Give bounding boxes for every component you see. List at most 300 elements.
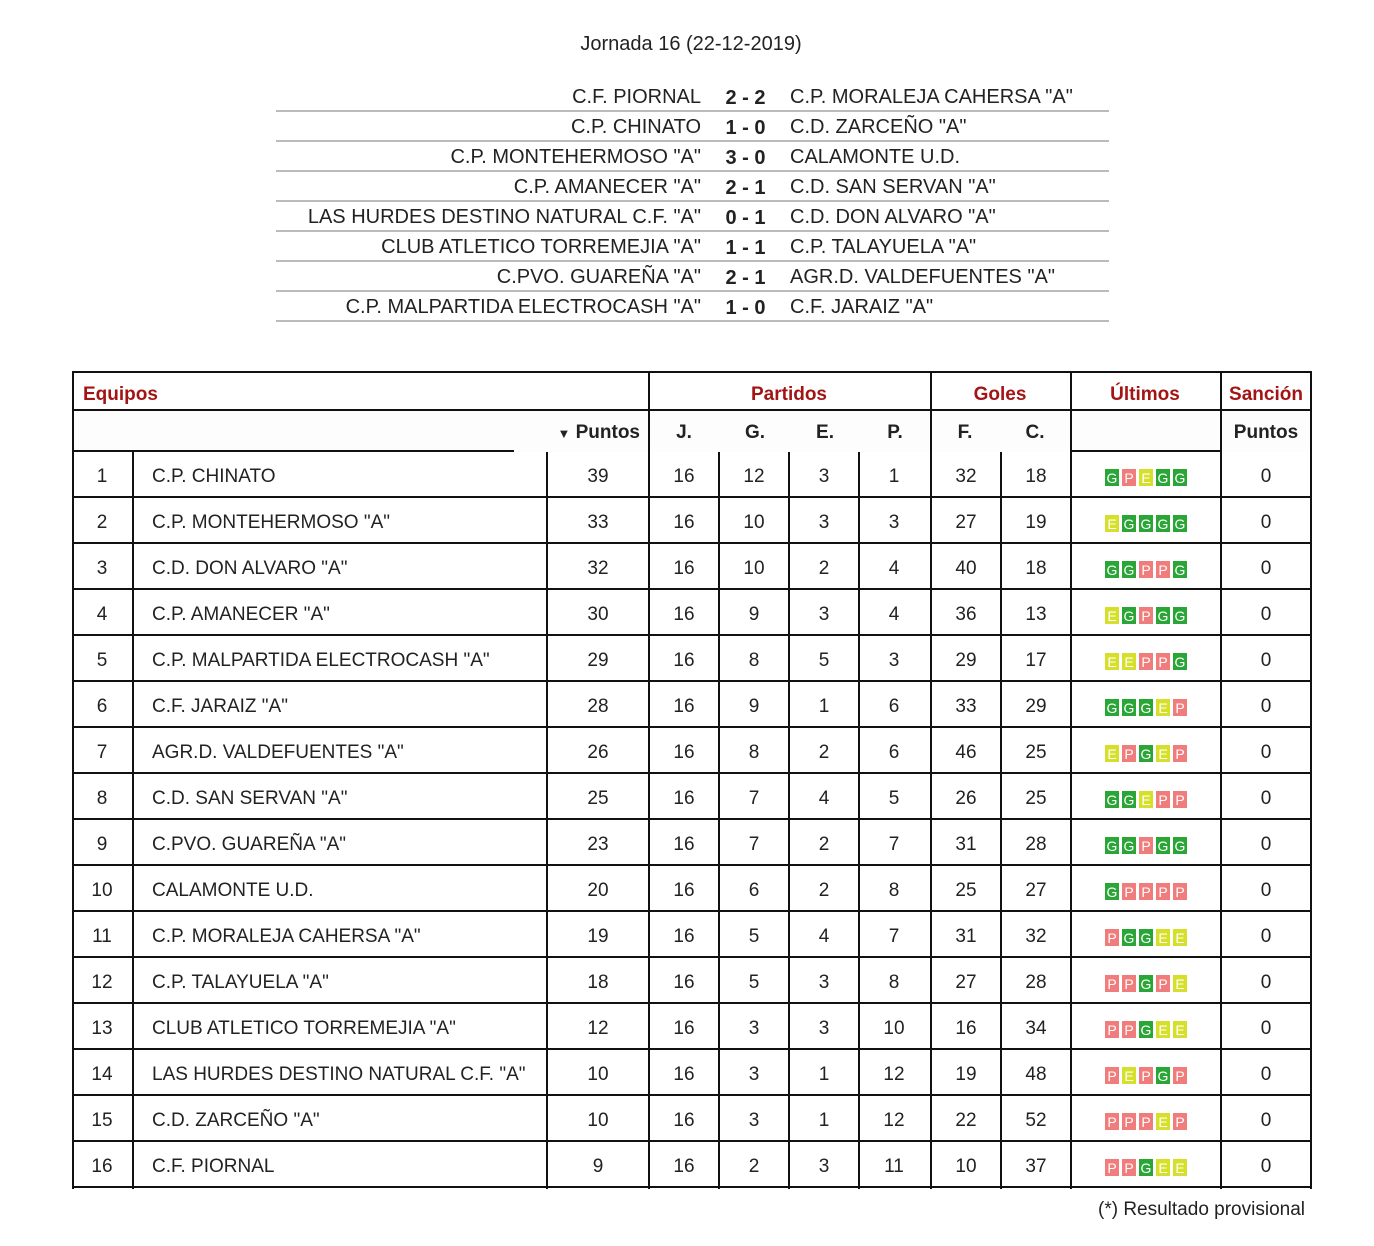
position: 16 (91, 1156, 113, 1177)
sanction-points: 0 (1260, 834, 1272, 855)
form-badge: E (1105, 607, 1119, 624)
recent-form (1072, 1004, 1220, 1048)
form-badge: P (1105, 1021, 1119, 1038)
form-badge: P (1122, 883, 1136, 900)
form-badge: P (1139, 607, 1153, 624)
sanction-points: 0 (1260, 788, 1272, 809)
standings-table (72, 371, 1312, 1189)
form-badge: P (1139, 1113, 1153, 1130)
table-row (74, 866, 1312, 912)
goals-against: 18 (1025, 558, 1047, 579)
form-badge: P (1139, 653, 1153, 670)
table-row (74, 774, 1312, 820)
table-row (74, 452, 1312, 498)
sanction-points: 0 (1260, 1110, 1272, 1131)
form-badge: G (1106, 883, 1118, 900)
form-badge: P (1105, 975, 1119, 992)
position: 8 (96, 788, 108, 809)
form-badge: G (1174, 837, 1186, 854)
form-badge: P (1156, 791, 1170, 808)
position: 12 (91, 972, 113, 993)
goals-for: 26 (955, 788, 977, 809)
points: 10 (587, 1110, 609, 1131)
form-badge: P (1156, 561, 1170, 578)
table-row (74, 636, 1312, 682)
header-ultimos: Últimos (1070, 373, 1220, 411)
lost: 11 (884, 1156, 904, 1177)
played: 16 (673, 512, 695, 533)
form-badge: P (1173, 699, 1187, 716)
goals-for: 31 (955, 926, 977, 947)
result-row (276, 142, 1109, 172)
goals-against: 28 (1025, 834, 1047, 855)
played: 16 (673, 1156, 695, 1177)
result-score: 0 - 1 (725, 207, 766, 229)
sanction-points: 0 (1260, 558, 1272, 579)
form-badge: G (1157, 469, 1169, 486)
divider (1000, 452, 1002, 1189)
divider (648, 373, 650, 1189)
result-row (276, 172, 1109, 202)
points: 29 (587, 650, 609, 671)
divider (1070, 373, 1072, 1189)
result-away: C.D. DON ALVARO "A" (790, 206, 996, 228)
points: 20 (587, 880, 609, 901)
position: 15 (91, 1110, 113, 1131)
goals-against: 13 (1025, 604, 1047, 625)
header-g: G. (720, 411, 790, 452)
goals-for: 32 (955, 466, 977, 487)
form-badge: E (1173, 1159, 1187, 1176)
drawn: 4 (818, 788, 830, 809)
divider (1220, 373, 1222, 1189)
form-badge: G (1140, 1021, 1152, 1038)
drawn: 1 (818, 1064, 830, 1085)
result-away: C.F. JARAIZ "A" (790, 296, 934, 318)
played: 16 (673, 696, 695, 717)
recent-form (1072, 544, 1220, 588)
points: 39 (587, 466, 609, 487)
form-badge: G (1140, 745, 1152, 762)
recent-form (1072, 958, 1220, 1002)
form-badge: E (1173, 1021, 1187, 1038)
played: 16 (673, 1064, 695, 1085)
form-badge: G (1123, 561, 1135, 578)
result-away: CALAMONTE U.D. (790, 146, 961, 168)
sanction-points: 0 (1260, 466, 1272, 487)
divider (718, 452, 720, 1189)
sanction-points: 0 (1260, 1018, 1272, 1039)
form-badge: G (1157, 607, 1169, 624)
header-c: C. (1000, 411, 1070, 452)
won: 3 (748, 1110, 760, 1131)
goals-for: 19 (955, 1064, 977, 1085)
goals-for: 40 (955, 558, 977, 579)
sanction-points: 0 (1260, 926, 1272, 947)
result-home: LAS HURDES DESTINO NATURAL C.F. "A" (307, 206, 701, 228)
form-badge: G (1174, 653, 1186, 670)
goals-against: 29 (1025, 696, 1047, 717)
goals-against: 52 (1025, 1110, 1047, 1131)
won: 3 (748, 1018, 760, 1039)
form-badge: P (1139, 561, 1153, 578)
divider (788, 452, 790, 1189)
table-row (74, 820, 1312, 866)
goals-against: 48 (1025, 1064, 1047, 1085)
form-badge: E (1122, 653, 1136, 670)
form-badge: G (1174, 607, 1186, 624)
header-sancion: Sanción (1220, 373, 1312, 411)
result-home: CLUB ATLETICO TORREMEJIA "A" (381, 236, 701, 258)
drawn: 4 (818, 926, 830, 947)
team-name: CLUB ATLETICO TORREMEJIA "A" (152, 1018, 456, 1039)
position: 11 (92, 926, 112, 947)
result-home: C.PVO. GUAREÑA "A" (496, 266, 701, 288)
table-row (74, 498, 1312, 544)
header-equipos: Equipos (74, 373, 648, 411)
table-row (74, 728, 1312, 774)
form-badge: G (1174, 469, 1186, 486)
won: 3 (748, 1064, 760, 1085)
points: 30 (587, 604, 609, 625)
divider (546, 452, 548, 1189)
played: 16 (673, 466, 695, 487)
lost: 3 (888, 650, 900, 671)
lost: 8 (888, 972, 900, 993)
goals-for: 27 (955, 972, 977, 993)
result-away: AGR.D. VALDEFUENTES "A" (790, 266, 1055, 288)
won: 5 (748, 926, 760, 947)
drawn: 3 (818, 1156, 830, 1177)
form-badge: E (1156, 699, 1170, 716)
form-badge: G (1174, 515, 1186, 532)
lost: 7 (888, 834, 900, 855)
goals-for: 10 (955, 1156, 977, 1177)
result-score: 2 - 1 (725, 267, 766, 289)
form-badge: E (1156, 1113, 1170, 1130)
lost: 5 (888, 788, 900, 809)
goals-for: 33 (955, 696, 977, 717)
recent-form (1072, 1096, 1220, 1140)
table-row (74, 958, 1312, 1004)
form-badge: P (1122, 1021, 1136, 1038)
played: 16 (673, 742, 695, 763)
form-badge: G (1140, 699, 1152, 716)
divider (1310, 373, 1312, 1189)
form-badge: G (1123, 837, 1135, 854)
points: 18 (587, 972, 609, 993)
result-home: C.F. PIORNAL (572, 86, 701, 108)
drawn: 3 (818, 466, 830, 487)
team-name: AGR.D. VALDEFUENTES "A" (152, 742, 404, 763)
result-away: C.P. MORALEJA CAHERSA "A" (790, 86, 1073, 108)
lost: 3 (888, 512, 900, 533)
goals-for: 46 (955, 742, 977, 763)
played: 16 (673, 834, 695, 855)
won: 12 (743, 466, 765, 487)
drawn: 2 (818, 880, 830, 901)
position: 10 (91, 880, 113, 901)
won: 9 (748, 696, 760, 717)
won: 8 (748, 650, 760, 671)
form-badge: E (1156, 1159, 1170, 1176)
team-name: C.P. MALPARTIDA ELECTROCASH "A" (152, 650, 490, 671)
drawn: 3 (818, 1018, 830, 1039)
goals-for: 29 (955, 650, 977, 671)
result-row (276, 232, 1109, 262)
drawn: 1 (818, 1110, 830, 1131)
form-badge: P (1173, 1067, 1187, 1084)
form-badge: P (1139, 1067, 1153, 1084)
position: 2 (96, 512, 108, 533)
result-home: C.P. MALPARTIDA ELECTROCASH "A" (345, 296, 701, 318)
form-badge: P (1122, 975, 1136, 992)
team-name: CALAMONTE U.D. (152, 880, 314, 901)
form-badge: E (1105, 515, 1119, 532)
form-badge: P (1173, 883, 1187, 900)
form-badge: E (1156, 745, 1170, 762)
sanction-points: 0 (1260, 880, 1272, 901)
position: 9 (96, 834, 108, 855)
lost: 8 (888, 880, 900, 901)
team-name: C.D. ZARCEÑO "A" (152, 1110, 320, 1131)
recent-form (1072, 912, 1220, 956)
form-badge: P (1139, 837, 1153, 854)
drawn: 3 (818, 972, 830, 993)
sanction-points: 0 (1260, 742, 1272, 763)
form-badge: P (1122, 1113, 1136, 1130)
result-row (276, 82, 1109, 112)
goals-against: 17 (1025, 650, 1047, 671)
won: 7 (748, 834, 760, 855)
won: 10 (743, 558, 765, 579)
form-badge: G (1106, 561, 1118, 578)
divider (858, 452, 860, 1189)
form-badge: G (1123, 607, 1135, 624)
lost: 6 (888, 742, 900, 763)
points: 25 (587, 788, 609, 809)
played: 16 (673, 604, 695, 625)
drawn: 1 (818, 696, 830, 717)
drawn: 2 (818, 558, 830, 579)
sanction-points: 0 (1260, 1156, 1272, 1177)
form-badge: P (1139, 883, 1153, 900)
points: 12 (587, 1018, 609, 1039)
lost: 12 (883, 1064, 905, 1085)
points: 10 (587, 1064, 609, 1085)
played: 16 (673, 650, 695, 671)
form-badge: G (1106, 837, 1118, 854)
played: 16 (673, 880, 695, 901)
recent-form (1072, 774, 1220, 818)
table-row (74, 682, 1312, 728)
points: 23 (587, 834, 609, 855)
sort-puntos[interactable] (514, 411, 648, 452)
header-sancion-puntos: Puntos (1220, 411, 1312, 452)
form-badge: P (1173, 791, 1187, 808)
played: 16 (673, 558, 695, 579)
header-partidos: Partidos (648, 373, 930, 411)
table-row (74, 590, 1312, 636)
goals-for: 16 (955, 1018, 977, 1039)
result-away: C.D. SAN SERVAN "A" (790, 176, 996, 198)
header-j: J. (648, 411, 720, 452)
form-badge: G (1106, 469, 1118, 486)
team-name: C.P. TALAYUELA "A" (152, 972, 329, 993)
points: 9 (592, 1156, 604, 1177)
points: 19 (587, 926, 609, 947)
goals-for: 25 (955, 880, 977, 901)
recent-form (1072, 636, 1220, 680)
sanction-points: 0 (1260, 604, 1272, 625)
lost: 12 (883, 1110, 905, 1131)
form-badge: P (1173, 1113, 1187, 1130)
sanction-points: 0 (1260, 650, 1272, 671)
played: 16 (673, 972, 695, 993)
points: 28 (587, 696, 609, 717)
sanction-points: 0 (1260, 696, 1272, 717)
result-score: 1 - 0 (725, 297, 766, 319)
header-p: P. (860, 411, 930, 452)
team-name: C.P. MORALEJA CAHERSA "A" (152, 926, 421, 947)
won: 8 (748, 742, 760, 763)
form-badge: P (1105, 929, 1119, 946)
table-row (74, 544, 1312, 590)
table-row (74, 912, 1312, 958)
lost: 10 (883, 1018, 905, 1039)
table-row (74, 1142, 1312, 1188)
form-badge: G (1140, 975, 1152, 992)
table-row (74, 1004, 1312, 1050)
goals-against: 32 (1025, 926, 1047, 947)
position: 3 (96, 558, 108, 579)
page-title: Jornada 16 (22-12-2019) (580, 33, 802, 55)
divider (930, 373, 932, 1189)
team-name: C.P. MONTEHERMOSO "A" (152, 512, 391, 533)
form-badge: E (1173, 975, 1187, 992)
form-badge: G (1123, 515, 1135, 532)
recent-form (1072, 820, 1220, 864)
result-row (276, 112, 1109, 142)
result-away: C.P. TALAYUELA "A" (790, 236, 977, 258)
recent-form (1072, 1050, 1220, 1094)
sanction-points: 0 (1260, 1064, 1272, 1085)
position: 4 (96, 604, 108, 625)
lost: 1 (888, 466, 900, 487)
result-score: 2 - 1 (725, 177, 766, 199)
form-badge: P (1156, 975, 1170, 992)
drawn: 2 (818, 742, 830, 763)
won: 9 (748, 604, 760, 625)
played: 16 (673, 1110, 695, 1131)
form-badge: E (1139, 791, 1153, 808)
form-badge: E (1122, 1067, 1136, 1084)
goals-against: 37 (1025, 1156, 1047, 1177)
goals-against: 34 (1025, 1018, 1047, 1039)
team-name: C.PVO. GUAREÑA "A" (152, 834, 347, 855)
results-list (276, 82, 1109, 322)
header-e: E. (790, 411, 860, 452)
recent-form (1072, 452, 1220, 496)
header-puntos: Puntos (575, 422, 640, 443)
won: 10 (743, 512, 765, 533)
form-badge: G (1123, 699, 1135, 716)
form-badge: P (1122, 469, 1136, 486)
position: 6 (96, 696, 108, 717)
drawn: 5 (818, 650, 830, 671)
form-badge: G (1157, 1067, 1169, 1084)
form-badge: P (1105, 1113, 1119, 1130)
form-badge: P (1105, 1067, 1119, 1084)
team-name: LAS HURDES DESTINO NATURAL C.F. "A" (152, 1064, 526, 1085)
position: 14 (91, 1064, 113, 1085)
position: 1 (96, 466, 108, 487)
goals-against: 25 (1025, 742, 1047, 763)
goals-for: 22 (955, 1110, 977, 1131)
form-badge: P (1122, 1159, 1136, 1176)
won: 2 (748, 1156, 760, 1177)
played: 16 (673, 1018, 695, 1039)
goals-for: 27 (955, 512, 977, 533)
sanction-points: 0 (1260, 512, 1272, 533)
position: 13 (91, 1018, 113, 1039)
form-badge: P (1173, 745, 1187, 762)
goals-for: 36 (955, 604, 977, 625)
footnote: (*) Resultado provisional (1098, 1199, 1305, 1220)
team-name: C.D. DON ALVARO "A" (152, 558, 348, 579)
result-score: 1 - 1 (725, 237, 766, 259)
lost: 4 (888, 558, 900, 579)
recent-form (1072, 728, 1220, 772)
form-badge: G (1174, 561, 1186, 578)
header-f: F. (930, 411, 1000, 452)
form-badge: G (1123, 791, 1135, 808)
played: 16 (673, 926, 695, 947)
goals-against: 18 (1025, 466, 1047, 487)
drawn: 3 (818, 512, 830, 533)
divider (132, 452, 134, 1189)
goals-against: 28 (1025, 972, 1047, 993)
form-badge: G (1140, 929, 1152, 946)
goals-for: 31 (955, 834, 977, 855)
form-badge: G (1140, 1159, 1152, 1176)
goals-against: 25 (1025, 788, 1047, 809)
points: 26 (587, 742, 609, 763)
form-badge: E (1173, 929, 1187, 946)
form-badge: P (1122, 745, 1136, 762)
goals-against: 27 (1025, 880, 1047, 901)
team-name: C.F. PIORNAL (152, 1156, 275, 1177)
table-row (74, 1050, 1312, 1096)
form-badge: P (1156, 883, 1170, 900)
result-home: C.P. CHINATO (570, 116, 701, 138)
result-home: C.P. MONTEHERMOSO "A" (450, 146, 701, 168)
won: 7 (748, 788, 760, 809)
recent-form (1072, 590, 1220, 634)
drawn: 2 (818, 834, 830, 855)
sanction-points: 0 (1260, 972, 1272, 993)
team-name: C.P. AMANECER "A" (152, 604, 330, 625)
sort-desc-icon: ▼ (557, 426, 571, 441)
team-name: C.P. CHINATO (152, 466, 276, 487)
lost: 4 (888, 604, 900, 625)
lost: 7 (888, 926, 900, 947)
recent-form (1072, 682, 1220, 726)
form-badge: E (1105, 653, 1119, 670)
points: 32 (587, 558, 609, 579)
team-name: C.D. SAN SERVAN "A" (152, 788, 348, 809)
form-badge: E (1156, 929, 1170, 946)
